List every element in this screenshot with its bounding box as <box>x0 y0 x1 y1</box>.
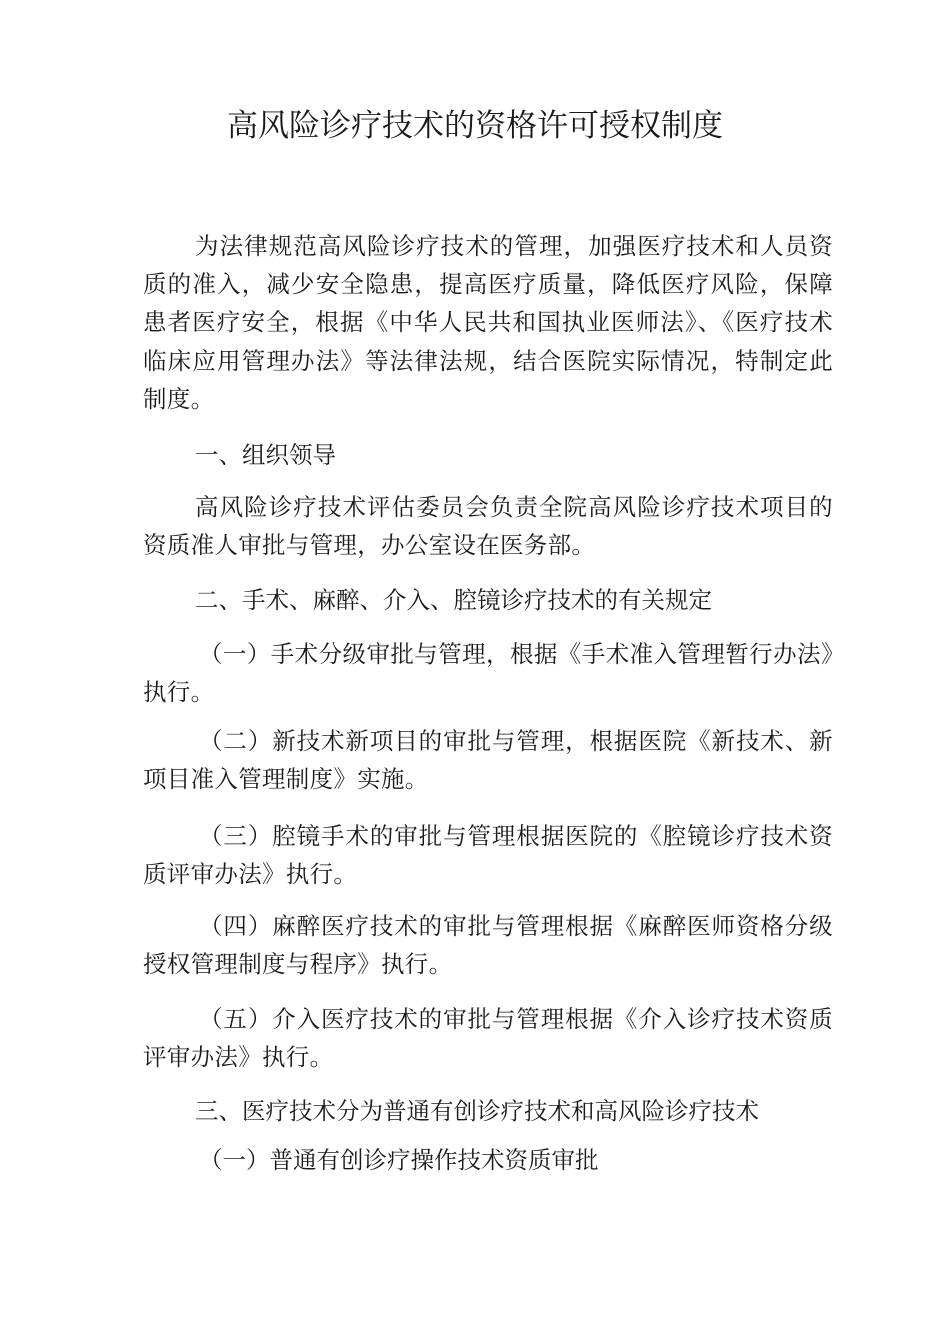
section-2-item-2: （二）新技术新项目的审批与管理，根据医院《新技术、新项目准入管理制度》实施。 <box>143 727 833 794</box>
section-2-item-4: （四）麻醉医疗技术的审批与管理根据《麻醉医师资格分级授权管理制度与程序》执行。 <box>143 912 833 979</box>
section-heading-3: 三、医疗技术分为普通有创诊疗技术和高风险诊疗技术 <box>195 1097 759 1125</box>
section-2-item-1: （一）手术分级审批与管理，根据《手术准入管理暂行办法》执行。 <box>143 640 833 707</box>
document-title: 高风险诊疗技术的资格许可授权制度 <box>227 108 723 144</box>
section-1-body: 高风险诊疗技术评估委员会负责全院高风险诊疗技术项目的资质准人审批与管理，办公室设在医务部。 <box>143 493 833 560</box>
section-2-item-5: （五）介入医疗技术的审批与管理根据《介入诊疗技术资质评审办法》执行。 <box>143 1005 833 1072</box>
section-2-item-3: （三）腔镜手术的审批与管理根据医院的《腔镜诊疗技术资质评审办法》执行。 <box>143 822 833 889</box>
section-heading-2: 二、手术、麻醉、介入、腔镜诊疗技术的有关规定 <box>195 586 712 614</box>
section-heading-1: 一、组织领导 <box>195 441 336 469</box>
section-3-sub-1: （一）普通有创诊疗操作技术资质审批 <box>199 1146 599 1174</box>
intro-paragraph: 为法律规范高风险诊疗技术的管理，加强医疗技术和人员资质的准入，减少安全隐患，提高医疗质量，降低医疗风险，保障患者医疗安全，根据《中华人民共和国执业医师法》、《医疗技术临床应用管理办法》等法律法规，结合医院实际情况，特制定此制度。 <box>143 232 833 413</box>
